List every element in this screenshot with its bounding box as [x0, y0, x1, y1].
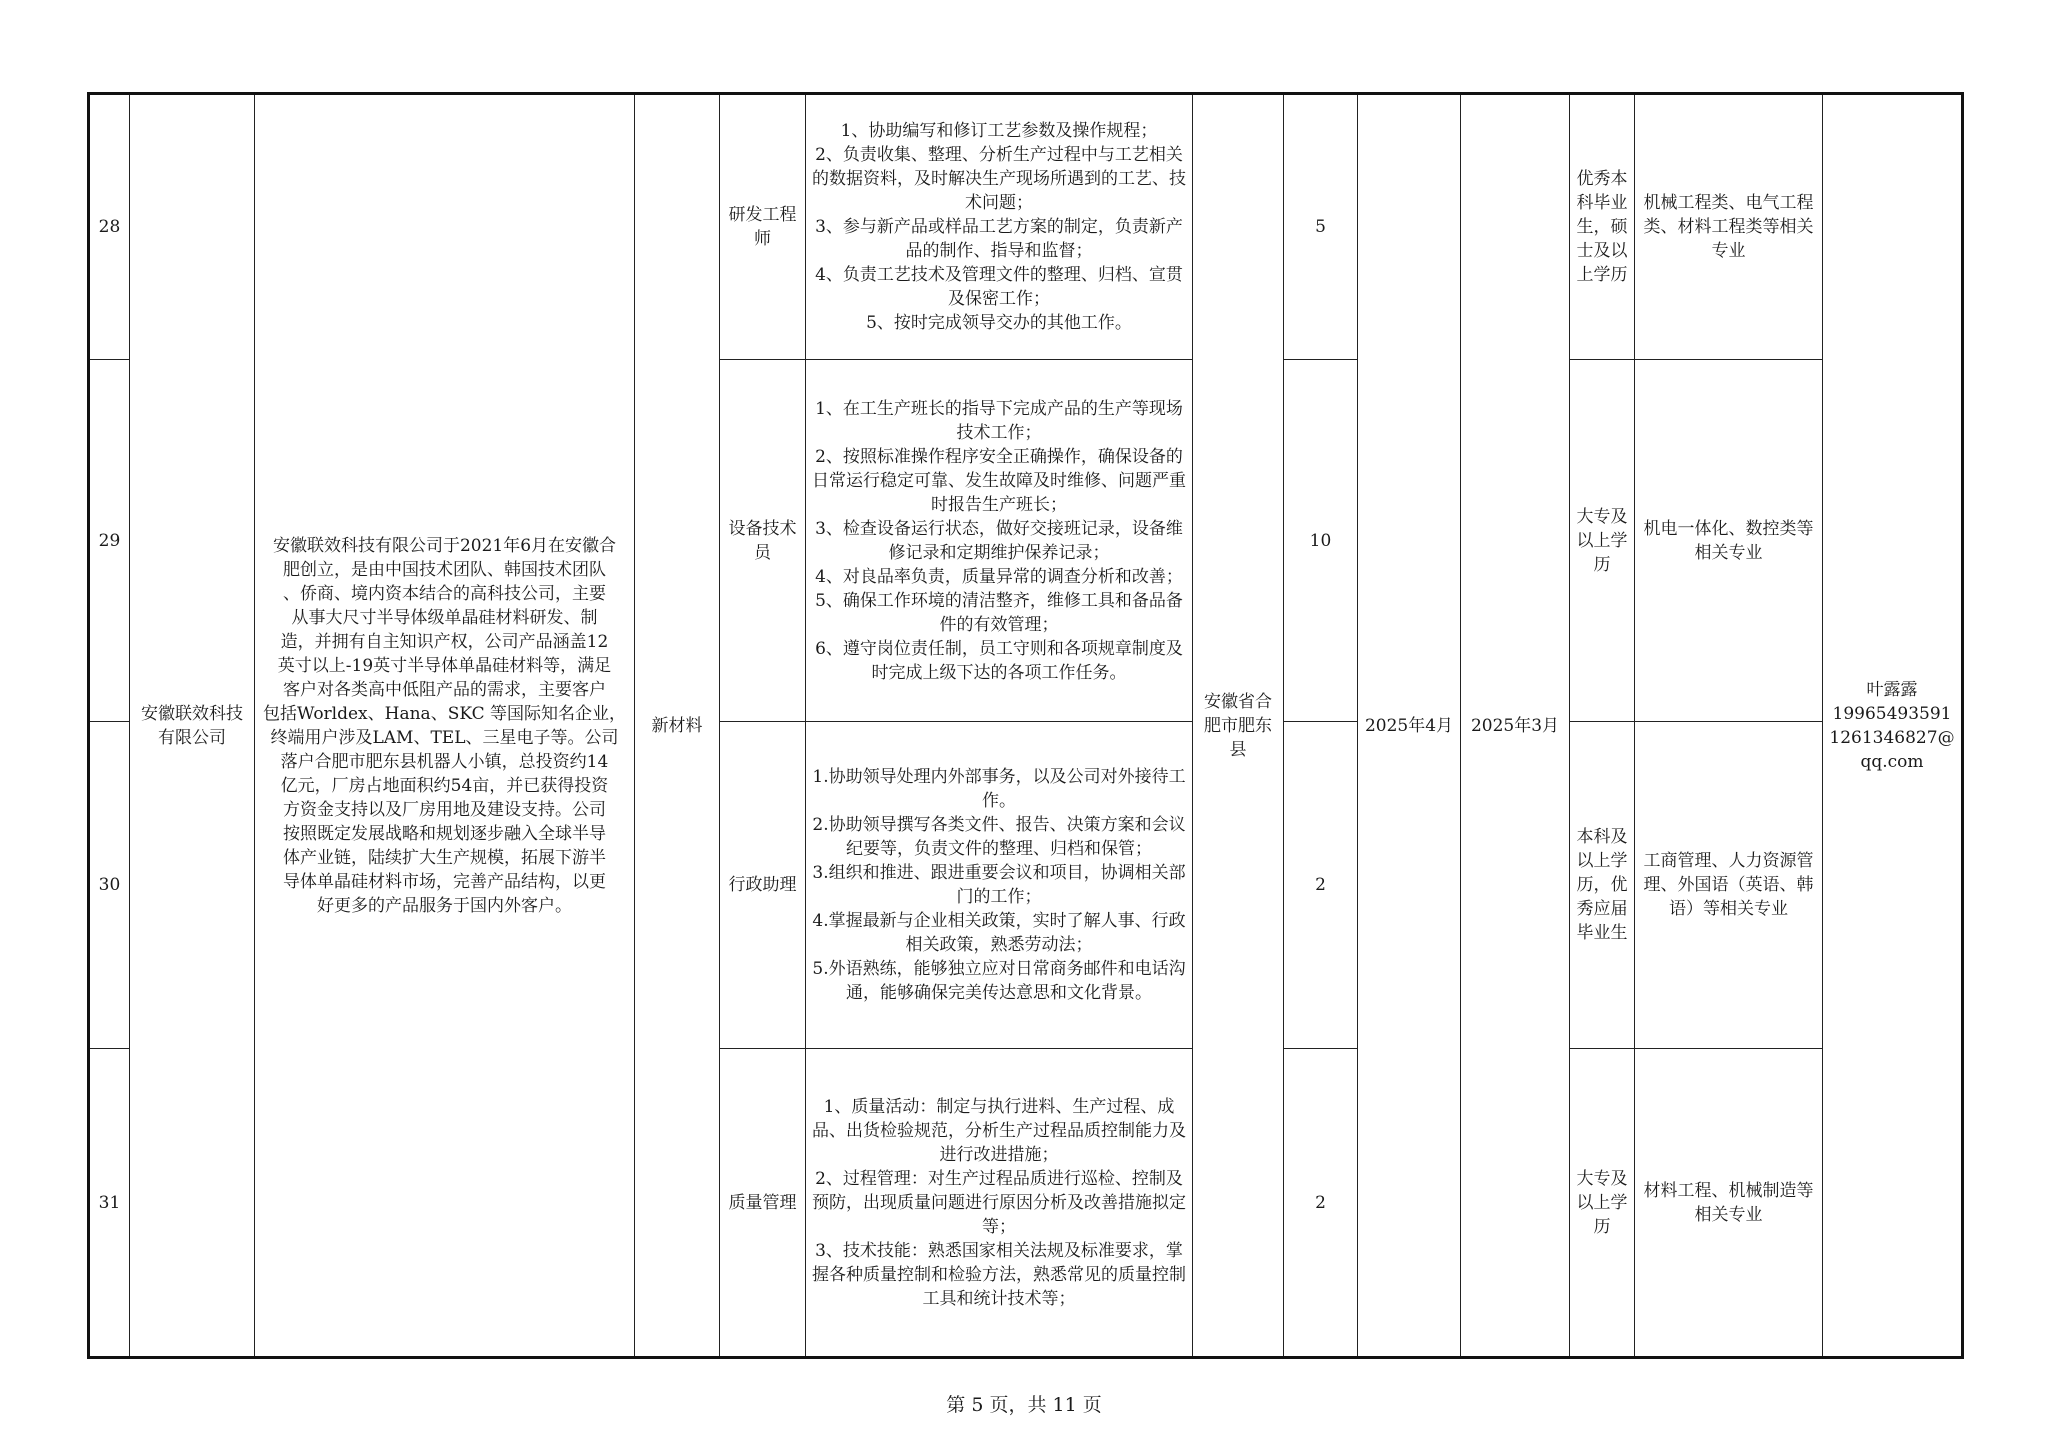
job-duties: 1.协助领导处理内外部事务，以及公司对外接待工作。 2.协助领导撰写各类文件、报告、决策方案和会议纪要等，负责文件的整理、归档和保管； 3.组织和推进、跟进重要会议和项目，协调相关部门的工作； 4.掌握最新与企业相关政策，实时了解人事、行政相关政策，熟悉劳动法； 5.外语熟练，能够独立应对日常商务邮件和电话沟通，能够确保完美传达意思和文化背景。 — [806, 722, 1193, 1049]
table-row — [89, 94, 1963, 360]
contact-name: 叶露露 — [1866, 679, 1918, 700]
company-name: 安徽联效科技有限公司 — [130, 94, 255, 1358]
job-duties: 1、质量活动：制定与执行进料、生产过程、成品、出货检验规范，分析生产过程品质控制能力及进行改进措施； 2、过程管理：对生产过程品质进行巡检、控制及预防，出现质量问题进行原因分析及改善措施拟定等； 3、技术技能：熟悉国家相关法规及标准要求，掌握各种质量控制和检验方法，熟悉常见的质量控制工具和统计技术等； — [806, 1049, 1193, 1358]
education: 大专及以上学历 — [1570, 360, 1635, 722]
company-intro: 安徽联效科技有限公司于2021年6月在安徽合 肥创立，是由中国技术团队、韩国技术团队 、侨商、境内资本结合的高科技公司，主要 从事大尺寸半导体级单晶硅材料研发、制 造，并拥有自主知识产权，公司产品涵盖12 英寸以上-19英寸半导体单晶硅材料等，满足 客户对各类高中低阻产品的需求，主要客户 包括Worldex、Hana、SKC 等国际知名企业， 终端用户涉及LAM、TEL、三星电子等。公司 落户合肥市肥东县机器人小镇，总投资约14 亿元，厂房占地面积约54亩，并已获得投资 方资金支持以及厂房用地及建设支持。公司 按照既定发展战略和规划逐步融入全球半导 体产业链，陆续扩大生产规模，拓展下游半 导体单晶硅材料市场，完善产品结构，以更 好更多的产品服务于国内外客户。 — [255, 94, 635, 1358]
date-b: 2025年3月 — [1461, 94, 1570, 1358]
position-name: 研发工程师 — [720, 94, 806, 360]
recruitment-table — [87, 92, 1964, 1359]
page-footer: 第 5 页，共 11 页 — [946, 1394, 1102, 1416]
contact-phone: 19965493591 — [1832, 703, 1952, 724]
job-duties: 1、在工生产班长的指导下完成产品的生产等现场技术工作； 2、按照标准操作程序安全正确操作，确保设备的日常运行稳定可靠、发生故障及时维修、问题严重时报告生产班长； 3、检查设备运行状态，做好交接班记录，设备维修记录和定期维护保养记录； 4、对良品率负责，质量异常的调查分析和改善； 5、确保工作环境的清洁整齐，维修工具和备品备件的有效管理； 6、遵守岗位责任制，员工守则和各项规章制度及时完成上级下达的各项工作任务。 — [806, 360, 1193, 722]
contact-email: 1261346827@qq.com — [1829, 727, 1955, 772]
major: 材料工程、机械制造等相关专业 — [1635, 1049, 1823, 1358]
position-name: 设备技术员 — [720, 360, 806, 722]
date-a: 2025年4月 — [1358, 94, 1461, 1358]
education: 本科及以上学历，优秀应届毕业生 — [1570, 722, 1635, 1049]
education: 优秀本科毕业生，硕士及以上学历 — [1570, 94, 1635, 360]
row-number: 30 — [89, 722, 130, 1049]
work-location: 安徽省合肥市肥东县 — [1193, 94, 1284, 1358]
job-duties: 1、协助编写和修订工艺参数及操作规程； 2、负责收集、整理、分析生产过程中与工艺相关的数据资料，及时解决生产现场所遇到的工艺、技术问题； 3、参与新产品或样品工艺方案的制定，负责新产品的制作、指导和监督； 4、负责工艺技术及管理文件的整理、归档、宣贯及保密工作； 5、按时完成领导交办的其他工作。 — [806, 94, 1193, 360]
row-number: 28 — [89, 94, 130, 360]
industry: 新材料 — [635, 94, 720, 1358]
row-number: 29 — [89, 360, 130, 722]
major: 机电一体化、数控类等相关专业 — [1635, 360, 1823, 722]
contact — [1823, 94, 1963, 1358]
major: 工商管理、人力资源管理、外国语（英语、韩语）等相关专业 — [1635, 722, 1823, 1049]
headcount: 2 — [1284, 722, 1358, 1049]
row-number: 31 — [89, 1049, 130, 1358]
position-name: 行政助理 — [720, 722, 806, 1049]
headcount: 5 — [1284, 94, 1358, 360]
headcount: 10 — [1284, 360, 1358, 722]
position-name: 质量管理 — [720, 1049, 806, 1358]
education: 大专及以上学历 — [1570, 1049, 1635, 1358]
major: 机械工程类、电气工程类、材料工程类等相关专业 — [1635, 94, 1823, 360]
headcount: 2 — [1284, 1049, 1358, 1358]
